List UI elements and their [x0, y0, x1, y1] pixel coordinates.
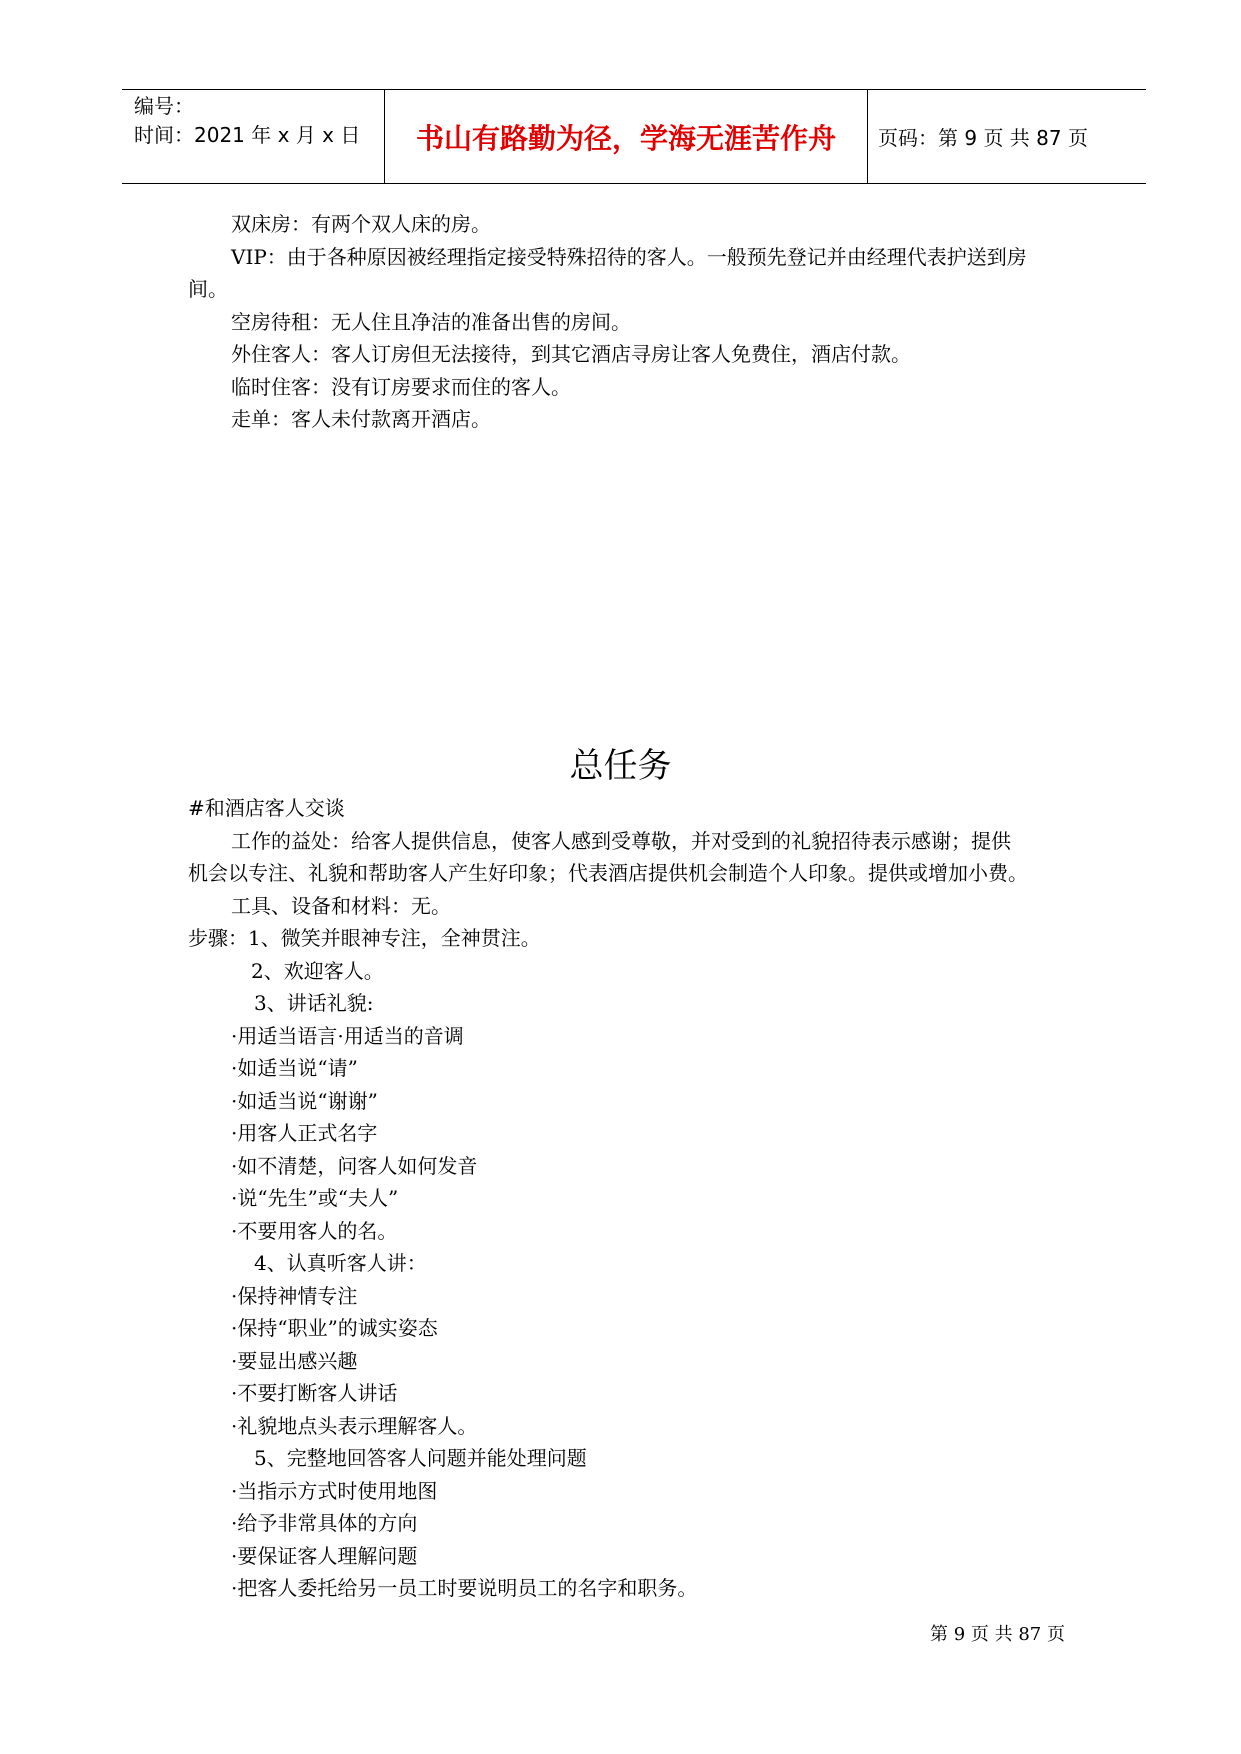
body-line: 3、讲话礼貌: — [254, 991, 374, 1015]
body-line: 机会以专注、礼貌和帮助客人产生好印象；代表酒店提供机会制造个人印象。提供或增加小费。 — [188, 861, 1028, 885]
body-line: ·不要打断客人讲话 — [231, 1381, 398, 1405]
body-line: ·礼貌地点头表示理解客人。 — [231, 1414, 478, 1438]
glossary-line: 空房待租：无人住且净洁的准备出售的房间。 — [231, 310, 631, 334]
body-line: ·如适当说“请” — [231, 1056, 358, 1080]
page-footer: 第 9 页 共 87 页 — [930, 1624, 1065, 1645]
header-divider — [867, 90, 868, 183]
body-line: ·如不清楚，问客人如何发音 — [231, 1154, 478, 1178]
glossary-line: VIP：由于各种原因被经理指定接受特殊招待的客人。一般预先登记并由经理代表护送到房 — [231, 245, 1027, 269]
body-line: ·把客人委托给另一员工时要说明员工的名字和职务。 — [231, 1576, 698, 1600]
body-line: ·给予非常具体的方向 — [231, 1511, 418, 1535]
body-line: 步骤：1、微笑并眼神专注，全神贯注。 — [188, 926, 541, 950]
body-line: ·保持神情专注 — [231, 1284, 358, 1308]
body-line: ·说“先生”或“夫人” — [231, 1186, 399, 1210]
body-line: 2、欢迎客人。 — [251, 959, 384, 983]
glossary-line: 间。 — [188, 277, 228, 301]
body-line: ·不要用客人的名。 — [231, 1219, 398, 1243]
body-line: ·当指示方式时使用地图 — [231, 1479, 438, 1503]
body-line: ·用适当语言·用适当的音调 — [231, 1024, 464, 1048]
header-motto: 书山有路勤为径，学海无涯苦作舟 — [415, 121, 836, 155]
header-table — [122, 89, 1146, 184]
body-line: 5、完整地回答客人问题并能处理问题 — [254, 1446, 587, 1470]
glossary-line: 双床房：有两个双人床的房。 — [231, 212, 491, 236]
header-page-info: 页码：第 9 页 共 87 页 — [878, 126, 1088, 150]
glossary-line: 走单：客人未付款离开酒店。 — [231, 407, 491, 431]
body-line: 工作的益处：给客人提供信息，使客人感到受尊敬，并对受到的礼貌招待表示感谢；提供 — [231, 829, 1011, 853]
section-title: 总任务 — [569, 746, 672, 786]
body-line: 工具、设备和材料：无。 — [231, 894, 451, 918]
number-label: 编号： — [134, 94, 194, 118]
body-line: ·保持“职业”的诚实姿态 — [231, 1316, 438, 1340]
glossary-line: 外住客人：客人订房但无法接待，到其它酒店寻房让客人免费住，酒店付款。 — [231, 342, 911, 366]
time-label: 时间：2021 年 x 月 x 日 — [134, 123, 361, 147]
body-line: ·如适当说“谢谢” — [231, 1089, 378, 1113]
body-line: 4、认真听客人讲： — [254, 1251, 427, 1275]
glossary-line: 临时住客：没有订房要求而住的客人。 — [231, 375, 571, 399]
body-line: ·要显出感兴趣 — [231, 1349, 358, 1373]
body-line: ·用客人正式名字 — [231, 1121, 378, 1145]
body-line: #和酒店客人交谈 — [188, 796, 345, 820]
body-line: ·要保证客人理解问题 — [231, 1544, 418, 1568]
